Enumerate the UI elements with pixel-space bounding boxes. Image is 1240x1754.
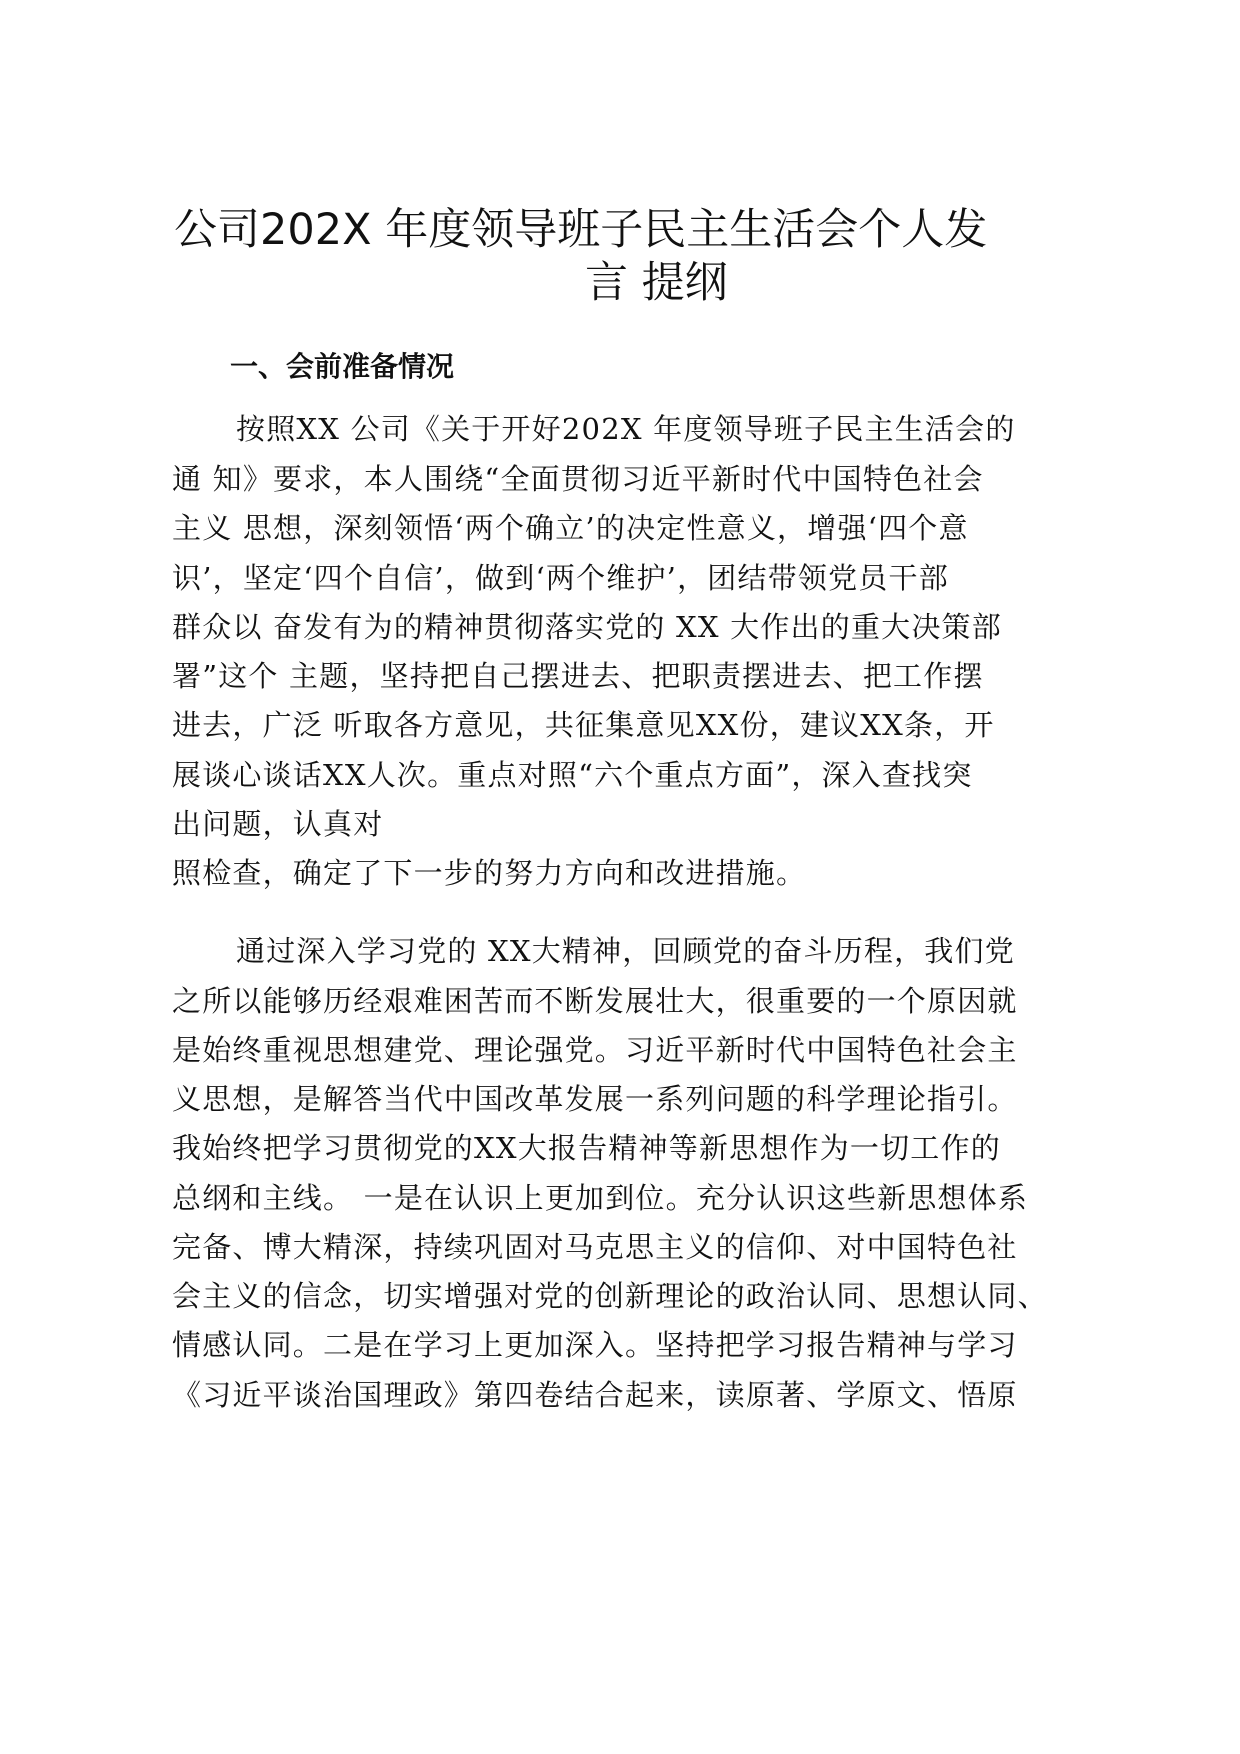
paragraph-2-line-7: 完备、博大精深，持续巩固对马克思主义的信仰、对中国特色社: [172, 1230, 1018, 1264]
paragraph-1-line-7: 进去，广泛 听取各方意见，共征集意见XX份，建议XX条，开: [172, 708, 995, 742]
paragraph-1-line-3: 主义 思想，深刻领悟‘两个确立’的决定性意义，增强‘四个意: [172, 511, 969, 545]
paragraph-2-line-9: 情感认同。二是在学习上更加深入。坚持把学习报告精神与学习: [172, 1328, 1018, 1362]
paragraph-2-line-10: 《习近平谈治国理政》第四卷结合起来，读原著、学原文、悟原: [172, 1378, 1018, 1412]
paragraph-2-line-6: 总纲和主线。 一是在认识上更加到位。充分认识这些新思想体系: [172, 1181, 1029, 1215]
paragraph-2-line-4: 义思想，是解答当代中国改革发展一系列问题的科学理论指引。: [172, 1082, 1018, 1116]
document-title-line-1: 公司202X 年度领导班子民主生活会个人发: [174, 205, 988, 255]
paragraph-1-line-5: 群众以 奋发有为的精神贯彻落实党的 XX 大作出的重大决策部: [172, 610, 1002, 644]
paragraph-1-line-1: 按照XX 公司《关于开好202X 年度领导班子民主生活会的: [236, 412, 1016, 446]
paragraph-1-line-10: 照检查，确定了下一步的努力方向和改进措施。: [172, 856, 807, 890]
paragraph-2-line-3: 是始终重视思想建党、理论强党。习近平新时代中国特色社会主: [172, 1033, 1018, 1067]
paragraph-1-line-9: 出问题，认真对: [172, 807, 384, 841]
paragraph-2-line-1: 通过深入学习党的 XX大精神，回顾党的奋斗历程，我们党: [236, 934, 1015, 968]
paragraph-2-line-5: 我始终把学习贯彻党的XX大报告精神等新思想作为一切工作的: [172, 1131, 1001, 1165]
paragraph-2-line-2: 之所以能够历经艰难困苦而不断发展壮大，很重要的一个原因就: [172, 984, 1018, 1018]
paragraph-1-line-6: 署”这个 主题，坚持把自己摆进去、把职责摆进去、把工作摆: [172, 659, 984, 693]
paragraph-1-line-4: 识’，坚定‘四个自信’，做到‘两个维护’，团结带领党员干部: [172, 561, 949, 595]
document-title-line-2: 言 提纲: [585, 258, 728, 308]
paragraph-2-line-8: 会主义的信念，切实增强对党的创新理论的政治认同、思想认同、: [172, 1279, 1048, 1313]
paragraph-1-line-8: 展谈心谈话XX人次。重点对照“六个重点方面”，深入查找突: [172, 758, 973, 792]
section-heading-preparation: 一、会前准备情况: [230, 350, 455, 383]
paragraph-1-line-2: 通 知》要求，本人围绕“全面贯彻习近平新时代中国特色社会: [172, 462, 984, 496]
